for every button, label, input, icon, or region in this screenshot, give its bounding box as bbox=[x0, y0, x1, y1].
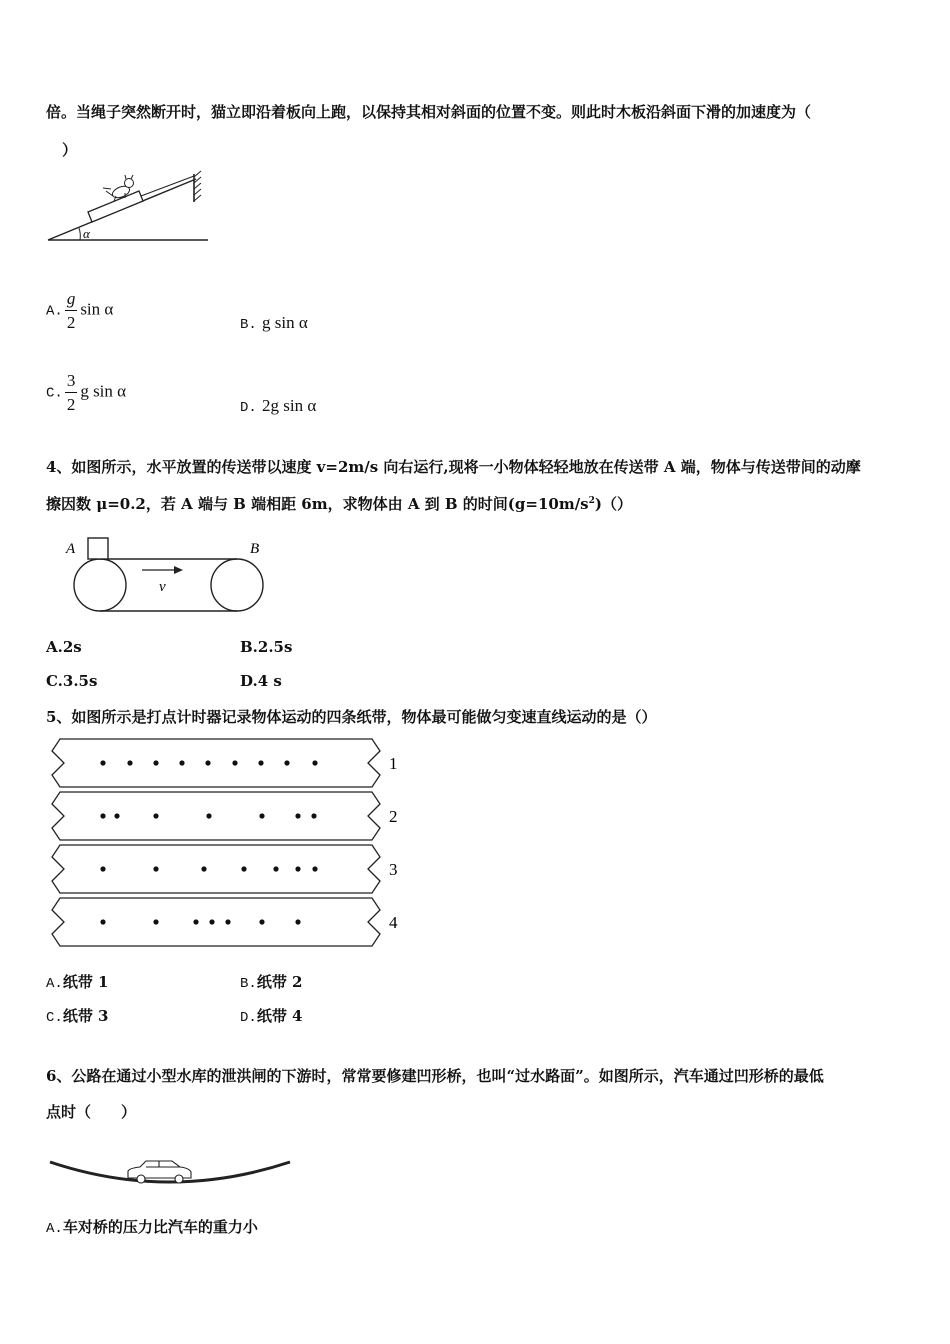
q5-option-c[interactable] bbox=[46, 1005, 108, 1026]
option-b-label: B. bbox=[240, 976, 257, 992]
q3-incline-figure bbox=[44, 168, 219, 258]
q3-text-line1: 倍。当绳子突然断开时，猫立即沿着板向上跑，以保持其相对斜面的位置不变。则此时木板沿斜面下滑的加速度为（ bbox=[46, 103, 812, 121]
q3-option-a[interactable] bbox=[46, 290, 113, 331]
option-c-expression: g sin α bbox=[80, 381, 127, 401]
option-c-label: C. bbox=[46, 1010, 63, 1026]
tape-2-dot-5 bbox=[259, 813, 264, 818]
tape-3-dot-3 bbox=[201, 866, 206, 871]
option-b-expression: g sin α bbox=[262, 313, 308, 332]
tape-1-dot-9 bbox=[312, 760, 317, 765]
tape-1-dot-1 bbox=[100, 760, 105, 765]
tape-3-dot-6 bbox=[295, 866, 300, 871]
right-pulley bbox=[211, 559, 263, 611]
tape-1-dot-5 bbox=[205, 760, 210, 765]
option-a-numerator: g bbox=[66, 289, 76, 308]
option-c-text: 纸带 3 bbox=[62, 1007, 109, 1025]
option-d-label: D. bbox=[240, 400, 257, 416]
tape-2-dot-3 bbox=[153, 813, 158, 818]
q6-text-line1: 6、公路在通过小型水库的泄洪闸的下游时，常常要修建凹形桥，也叫“过水路面”。如图所示，汽车通过凹形桥的最低 bbox=[46, 1067, 824, 1085]
left-pulley bbox=[74, 559, 126, 611]
q3-text-line2: ） bbox=[62, 141, 78, 159]
q4-superscript: 2 bbox=[588, 496, 595, 506]
q5-option-b[interactable] bbox=[240, 971, 302, 992]
q4-option-c[interactable]: C.3.5s bbox=[46, 672, 98, 690]
option-a-label: A. bbox=[46, 303, 63, 320]
tape-3-dot-7 bbox=[312, 866, 317, 871]
q4-text-line2-main: 擦因数 μ=0.2，若 A 端与 B 端相距 6m，求物体由 A 到 B 的时间(g=10m/s bbox=[46, 495, 589, 513]
tape-2-label: 2 bbox=[389, 807, 398, 826]
option-a-text: 车对桥的压力比汽车的重力小 bbox=[62, 1218, 258, 1236]
tape-4-dot-4 bbox=[209, 919, 214, 924]
q4-text-line2 bbox=[46, 493, 632, 514]
tape-3-dot-1 bbox=[100, 866, 105, 871]
label-v: v bbox=[159, 579, 166, 595]
tape-3-dot-4 bbox=[241, 866, 246, 871]
block bbox=[88, 538, 108, 559]
tape-4-dot-7 bbox=[295, 919, 300, 924]
tape-4-dot-5 bbox=[225, 919, 230, 924]
option-c-denominator: 2 bbox=[66, 395, 76, 414]
q4-text-line2-end: )（） bbox=[594, 495, 633, 513]
option-c-numerator: 3 bbox=[65, 372, 78, 393]
tape-3-label: 3 bbox=[389, 860, 398, 879]
tape-1-dot-6 bbox=[232, 760, 237, 765]
tape-1-dot-2 bbox=[127, 760, 132, 765]
q6-bridge-figure bbox=[44, 1150, 299, 1195]
option-c-label: C. bbox=[46, 385, 63, 402]
option-a-label: A. bbox=[46, 1221, 63, 1237]
q3-option-d[interactable] bbox=[240, 396, 316, 416]
label-b: B bbox=[250, 541, 260, 557]
q6-option-a[interactable] bbox=[46, 1216, 258, 1237]
tape-2-dot-2 bbox=[114, 813, 119, 818]
tape-4-dot-6 bbox=[259, 919, 264, 924]
tape-1-dot-3 bbox=[153, 760, 158, 765]
q5-tapes-figure bbox=[0, 733, 420, 953]
tape-4-dot-3 bbox=[193, 919, 198, 924]
tape-4-label: 4 bbox=[389, 913, 398, 932]
option-b-text: 纸带 2 bbox=[256, 973, 303, 991]
q4-option-a[interactable]: A.2s bbox=[46, 638, 82, 656]
option-d-text: 纸带 4 bbox=[256, 1007, 303, 1025]
tape-1-dot-7 bbox=[258, 760, 263, 765]
tape-4-dot-1 bbox=[100, 919, 105, 924]
q3-option-c[interactable] bbox=[46, 372, 126, 413]
tape-2-dot-6 bbox=[295, 813, 300, 818]
tape-1-label: 1 bbox=[389, 754, 398, 773]
option-d-expression: 2g sin α bbox=[262, 396, 317, 415]
tape-1-dot-4 bbox=[179, 760, 184, 765]
option-b-label: B. bbox=[240, 317, 257, 333]
option-a-denominator: 2 bbox=[66, 313, 76, 332]
option-a-text: 纸带 1 bbox=[62, 973, 109, 991]
tape-1-dot-8 bbox=[284, 760, 289, 765]
q6-text-line2: 点时（ ） bbox=[46, 1103, 137, 1121]
option-a-label: A. bbox=[46, 976, 63, 992]
option-d-label: D. bbox=[240, 1010, 257, 1026]
angle-arc bbox=[79, 228, 80, 240]
q4-option-d[interactable]: D.4 s bbox=[240, 672, 282, 690]
angle-alpha-label: α bbox=[83, 226, 90, 241]
tape-3-dot-2 bbox=[153, 866, 158, 871]
tape-2-dot-1 bbox=[100, 813, 105, 818]
tape-4-dot-2 bbox=[153, 919, 158, 924]
q5-option-d[interactable] bbox=[240, 1005, 302, 1026]
q3-option-b[interactable] bbox=[240, 313, 308, 333]
label-a: A bbox=[66, 541, 76, 557]
rope bbox=[141, 176, 194, 196]
paper-tape-1 bbox=[52, 739, 398, 787]
paper-tape-4 bbox=[52, 898, 398, 946]
option-a-expression: sin α bbox=[80, 299, 114, 319]
tape-2-dot-7 bbox=[311, 813, 316, 818]
car-icon bbox=[128, 1161, 191, 1183]
paper-tape-2 bbox=[52, 792, 398, 840]
q4-option-b[interactable]: B.2.5s bbox=[240, 638, 293, 656]
tape-2-dot-4 bbox=[206, 813, 211, 818]
paper-tape-3 bbox=[52, 845, 398, 893]
tape-3-dot-5 bbox=[273, 866, 278, 871]
q5-text: 5、如图所示是打点计时器记录物体运动的四条纸带，物体最可能做匀变速直线运动的是（） bbox=[46, 708, 657, 726]
q4-conveyor-figure bbox=[56, 534, 271, 616]
q4-text-line1: 4、如图所示，水平放置的传送带以速度 v=2m/s 向右运行,现将一小物体轻轻地放在传送带 A 端，物体与传送带间的动摩 bbox=[46, 458, 861, 476]
q5-option-a[interactable] bbox=[46, 971, 108, 992]
